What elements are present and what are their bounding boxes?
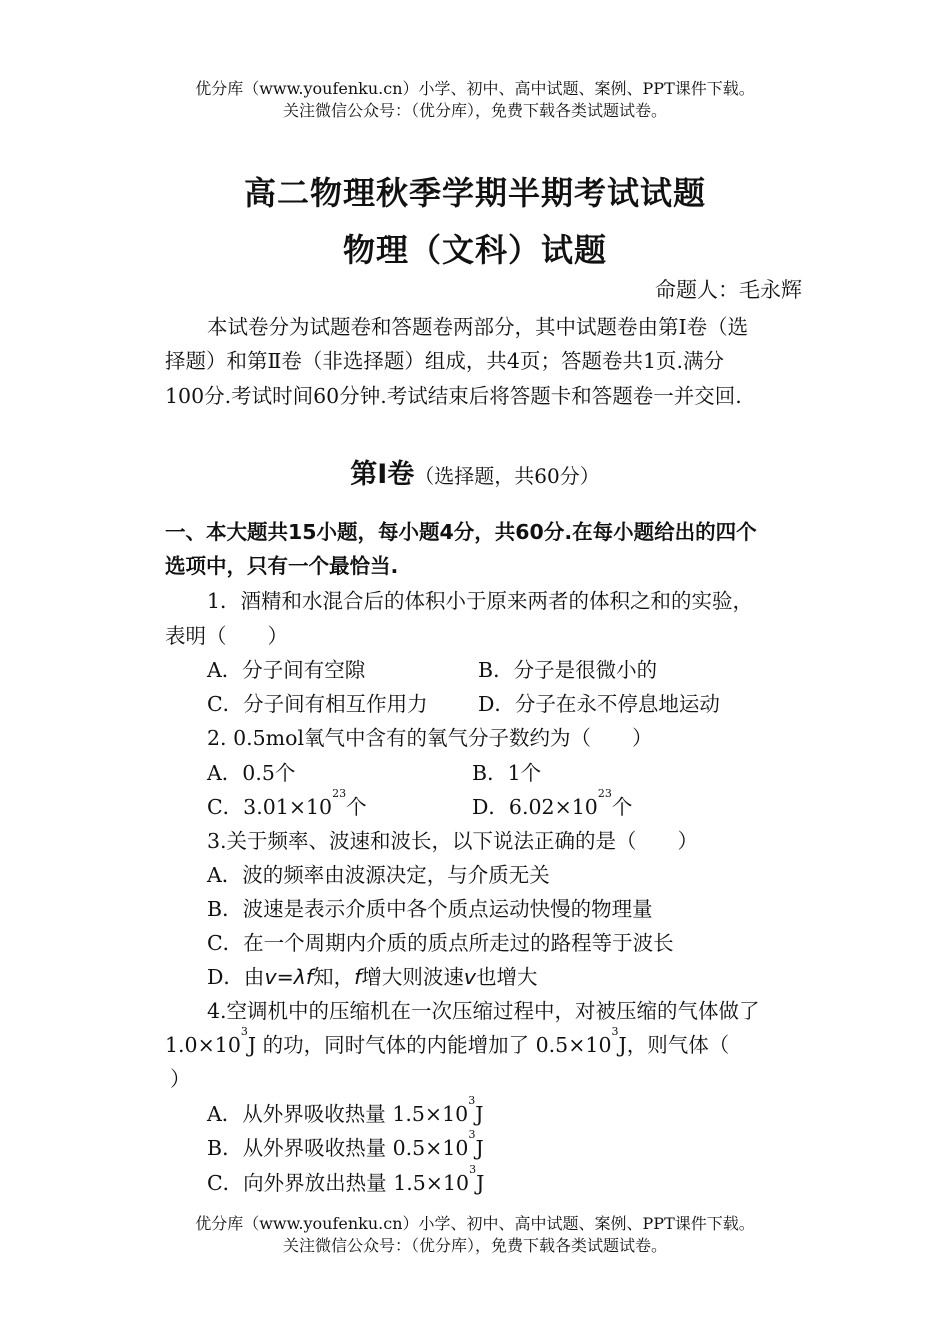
intro-line-1: 本试卷分为试题卷和答题卷两部分，其中试题卷由第Ⅰ卷（选 <box>207 315 749 339</box>
q3-symbol-f: f <box>354 965 362 989</box>
q1-option-d: D．分子在永不停息地运动 <box>478 692 720 716</box>
author-line: 命题人：毛永辉 <box>655 278 802 302</box>
q4-option-b-exponent: 3 <box>468 1128 476 1141</box>
q4-option-c-unit: J <box>476 1171 485 1195</box>
q2-option-b: B．1个 <box>472 761 542 785</box>
footer-watermark-line-1: 优分库（www.youfenku.cn）小学、初中、高中试题、案例、PPT课件下载。 <box>195 1214 755 1233</box>
q2-option-d-exponent: 23 <box>597 787 612 800</box>
q4-option-a <box>207 1094 484 1127</box>
q2-option-c <box>207 787 367 820</box>
q4-option-c-exponent: 3 <box>469 1163 477 1176</box>
footer-watermark-line-2: 关注微信公众号：（优分库），免费下载各类试题试卷。 <box>282 1236 667 1255</box>
q3-option-a: A．波的频率由波源决定，与介质无关 <box>207 863 550 887</box>
section-note: （选择题，共60分） <box>414 464 600 488</box>
header-watermark-line-1: 优分库（www.youfenku.cn）小学、初中、高中试题、案例、PPT课件下载。 <box>195 79 755 98</box>
q4-stem-tail: J，则气体（ <box>618 1033 730 1057</box>
q4-stem-line-2 <box>165 1025 730 1058</box>
q2-option-d-unit: 个 <box>611 795 633 819</box>
intro-line-3: 100分.考试时间60分钟.考试结束后将答题卡和答题卷一并交回. <box>165 384 742 408</box>
q2-option-c-unit: 个 <box>346 795 367 819</box>
q3-option-d-mid: 知， <box>313 965 355 989</box>
part-heading-line-2: 选项中，只有一个最恰当. <box>165 554 399 578</box>
q3-formula: v=λf <box>264 965 314 989</box>
q3-symbol-v: v <box>463 965 476 989</box>
q3-option-c: C．在一个周期内介质的质点所走过的路程等于波长 <box>207 931 674 955</box>
header-watermark-line-2: 关注微信公众号：（优分库），免费下载各类试题试卷。 <box>282 101 667 120</box>
q4-stem-line-3: ） <box>170 1067 191 1091</box>
q4-stem-line-1: 4.空调机中的压缩机在一次压缩过程中，对被压缩的气体做了 <box>207 999 760 1023</box>
q3-option-b: B．波速是表示介质中各个质点运动快慢的物理量 <box>207 897 653 921</box>
intro-line-2: 择题）和第Ⅱ卷（非选择题）组成，共4页；答题卷共1页.满分 <box>165 349 725 373</box>
q4-stem-mid: J 的功，同时气体的内能增加了 0.5×10 <box>247 1033 612 1057</box>
q4-option-b-unit: J <box>475 1136 484 1160</box>
section-label: 第Ⅰ卷 <box>350 459 415 490</box>
q3-stem: 3.关于频率、波速和波长，以下说法正确的是（ ） <box>207 829 699 853</box>
exam-subtitle: 物理（文科）试题 <box>342 231 607 269</box>
section-heading <box>0 452 950 491</box>
q3-option-d-mid2: 增大则波速 <box>361 965 464 989</box>
q4-option-a-base: A．从外界吸收热量 1.5×10 <box>207 1102 469 1126</box>
q4-option-a-exponent: 3 <box>468 1094 476 1107</box>
q2-stem: 2. 0.5mol氧气中含有的氧气分子数约为（ ） <box>207 726 653 750</box>
q3-option-d-suffix: 也增大 <box>475 965 538 989</box>
q1-option-b: B．分子是很微小的 <box>478 658 658 682</box>
q2-option-c-base: C．3.01×10 <box>207 795 333 819</box>
q3-option-d <box>207 960 537 990</box>
q4-option-b <box>207 1128 484 1161</box>
q4-energy-exponent: 3 <box>611 1025 619 1038</box>
q4-option-b-base: B．从外界吸收热量 0.5×10 <box>207 1136 469 1160</box>
q2-option-c-exponent: 23 <box>332 787 347 800</box>
exam-title: 高二物理秋季学期半期考试试题 <box>243 174 706 212</box>
q1-option-a: A．分子间有空隙 <box>207 658 366 682</box>
q4-work-exponent: 3 <box>240 1025 248 1038</box>
q2-option-a: A．0.5个 <box>207 761 296 785</box>
q1-option-c: C．分子间有相互作用力 <box>207 692 428 716</box>
q4-work-base: 1.0×10 <box>165 1033 241 1057</box>
part-heading-line-1: 一、本大题共15小题，每小题4分，共60分.在每小题给出的四个 <box>165 520 757 544</box>
q3-option-d-prefix: D．由 <box>207 965 265 989</box>
q1-stem-line-2: 表明（ ） <box>165 624 288 648</box>
q2-option-d-base: D．6.02×10 <box>472 795 598 819</box>
q2-option-d <box>472 787 633 820</box>
q4-option-a-unit: J <box>475 1102 484 1126</box>
q4-option-c <box>207 1163 485 1196</box>
q1-stem-line-1: 1．酒精和水混合后的体积小于原来两者的体积之和的实验， <box>207 589 754 613</box>
q4-option-c-base: C．向外界放出热量 1.5×10 <box>207 1171 470 1195</box>
